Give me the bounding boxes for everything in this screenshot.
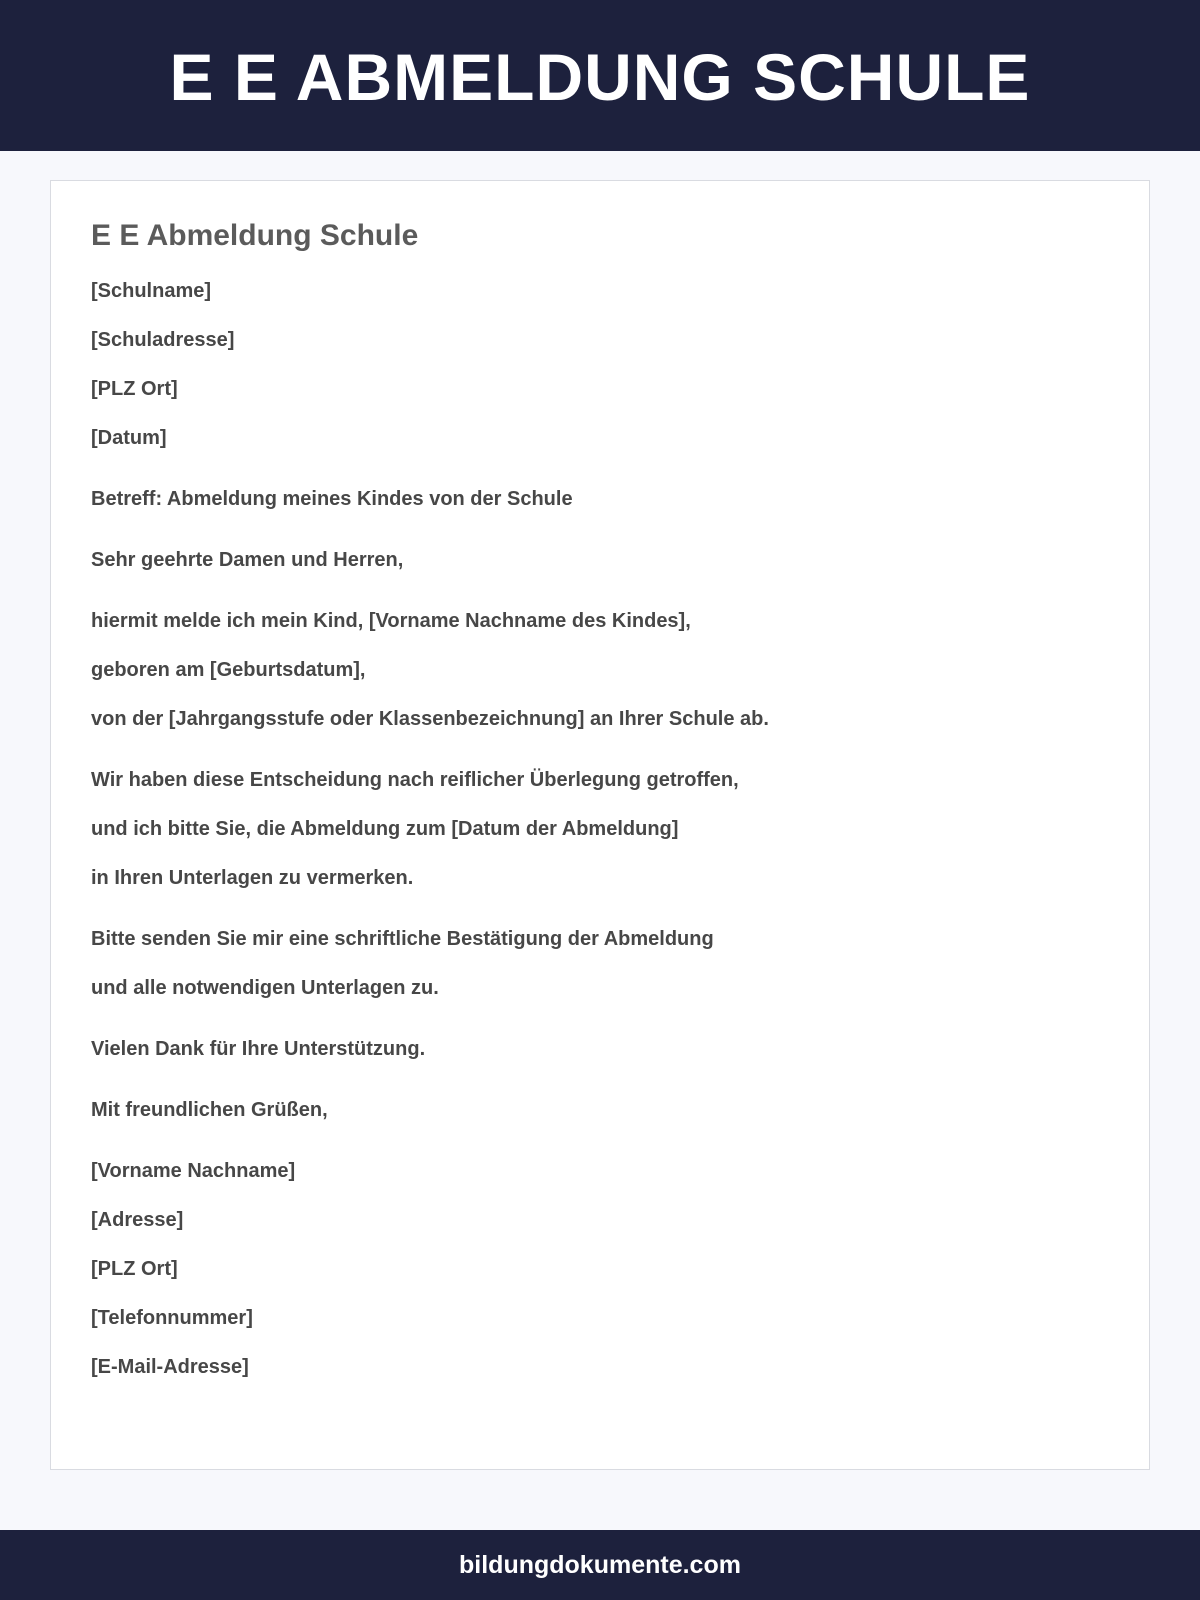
- paragraph-2-line-3: in Ihren Unterlagen zu vermerken.: [91, 867, 414, 889]
- letter-salutation: Sehr geehrte Damen und Herren,: [91, 549, 404, 571]
- footer-site-link[interactable]: bildungdokumente.com: [459, 1550, 741, 1579]
- sender-zip-city: [PLZ Ort]: [91, 1258, 178, 1280]
- letter-closing: Mit freundlichen Grüßen,: [91, 1099, 328, 1121]
- recipient-zip-city: [PLZ Ort]: [91, 378, 178, 400]
- paragraph-1-line-3: von der [Jahrgangsstufe oder Klassenbezeichnung] an Ihrer Schule ab.: [91, 708, 769, 730]
- sender-name: [Vorname Nachname]: [91, 1160, 296, 1182]
- page-title: E E ABMELDUNG SCHULE: [169, 39, 1031, 114]
- recipient-school-address: [Schuladresse]: [91, 329, 235, 351]
- sender-address: [Adresse]: [91, 1209, 184, 1231]
- sender-phone: [Telefonnummer]: [91, 1307, 253, 1329]
- paragraph-2-line-2: und ich bitte Sie, die Abmeldung zum [Datum der Abmeldung]: [91, 818, 679, 840]
- document-title: E E Abmeldung Schule: [91, 219, 419, 252]
- sender-email: [E-Mail-Adresse]: [91, 1356, 249, 1378]
- paragraph-1-line-2: geboren am [Geburtsdatum],: [91, 659, 366, 681]
- page-header: [0, 0, 1200, 151]
- recipient-school-name: [Schulname]: [91, 280, 212, 302]
- paragraph-2-line-1: Wir haben diese Entscheidung nach reiflicher Überlegung getroffen,: [91, 769, 739, 791]
- letter-subject: Betreff: Abmeldung meines Kindes von der Schule: [91, 488, 573, 510]
- paragraph-1-line-1: hiermit melde ich mein Kind, [Vorname Nachname des Kindes],: [91, 610, 691, 632]
- page-footer: [0, 1530, 1200, 1600]
- document-card: [50, 180, 1150, 1470]
- paragraph-3-line-1: Bitte senden Sie mir eine schriftliche Bestätigung der Abmeldung: [91, 928, 714, 950]
- paragraph-3-line-2: und alle notwendigen Unterlagen zu.: [91, 977, 439, 999]
- letter-thanks: Vielen Dank für Ihre Unterstützung.: [91, 1038, 426, 1060]
- letter-date: [Datum]: [91, 427, 167, 449]
